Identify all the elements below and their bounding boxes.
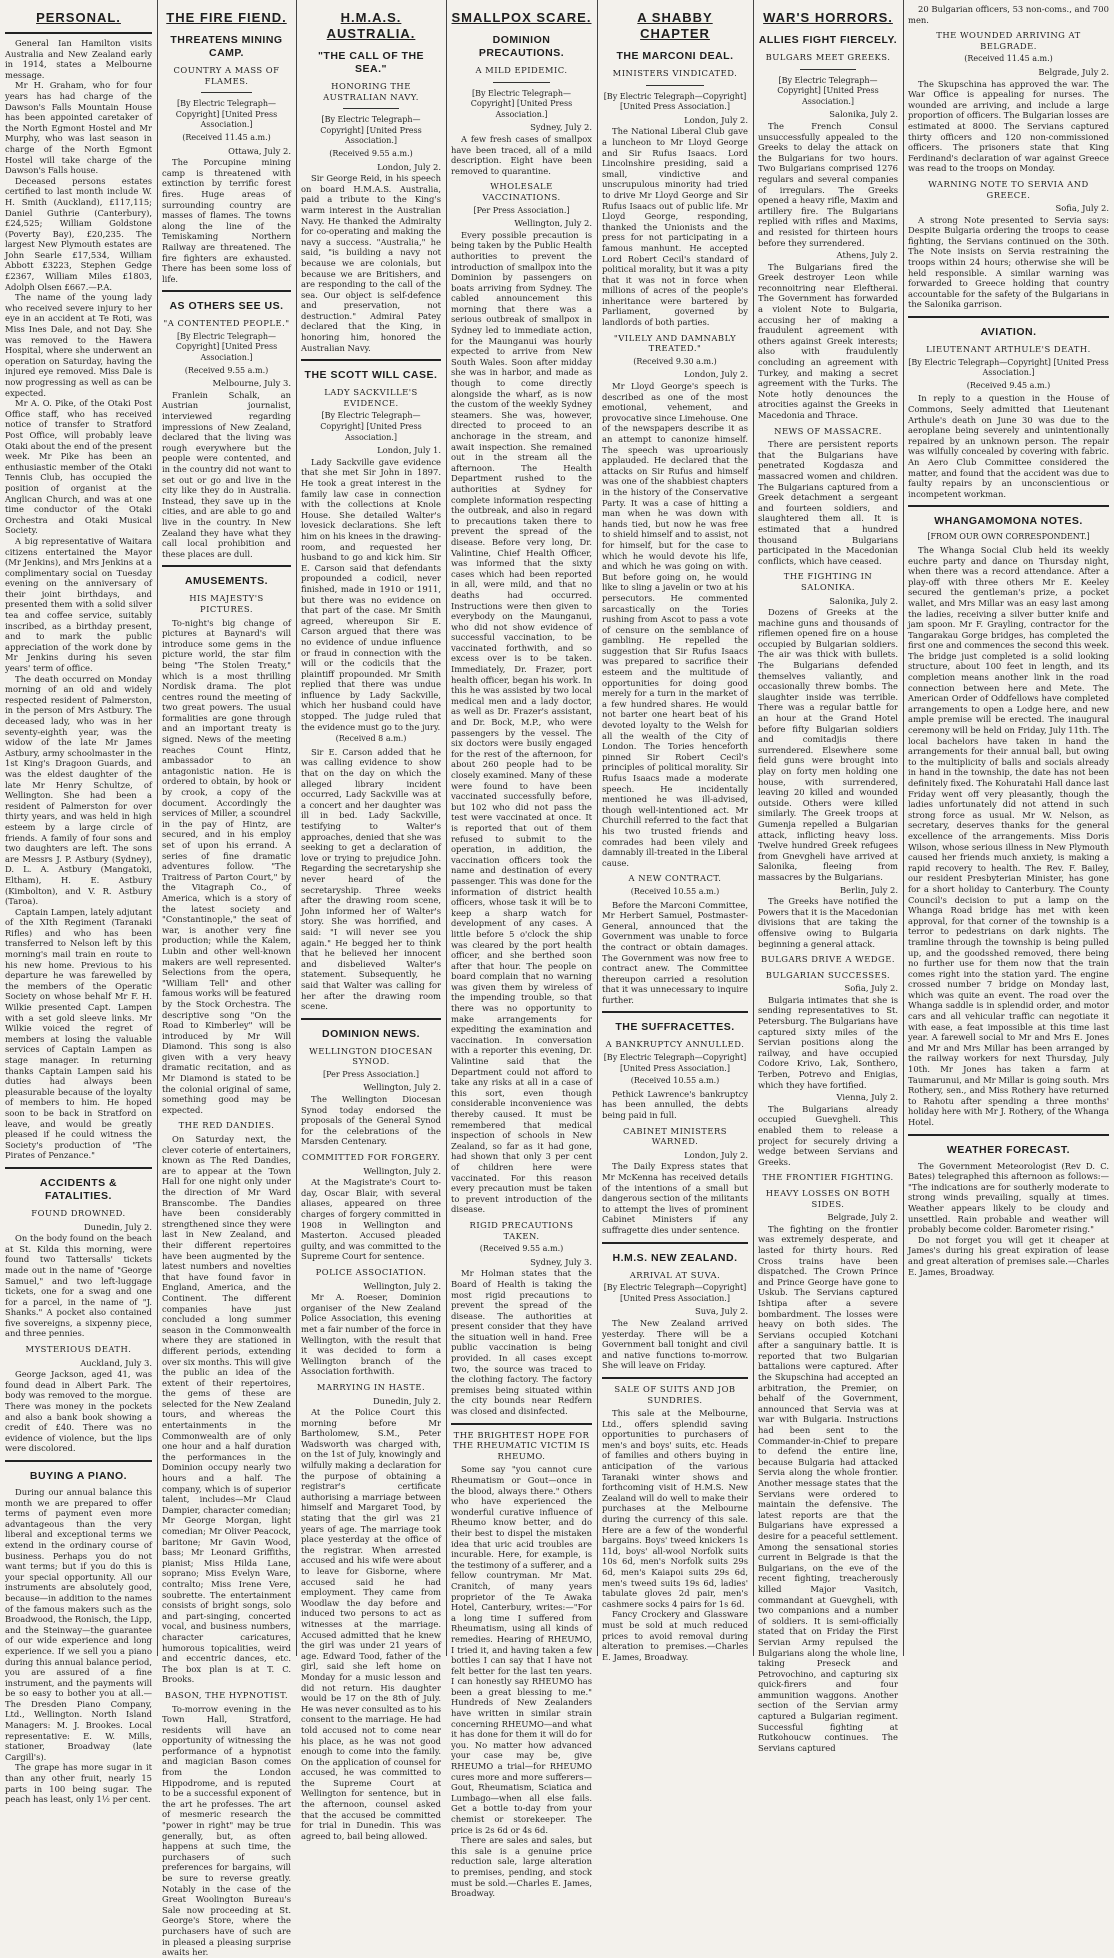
divider: [908, 1134, 1109, 1136]
paragraph: Franlein Schalk, an Austrian journalist, interviewed regarding impressions of New Zealand, declared that the living was rough everywhere but the people were contented, and in the country did not want to set out or go and live in the city like they do in Australia. Instead, they save up in the cities, and are able to go and live in the country. In New Zealand they have what they call local prohibition and these places are dull.: [162, 389, 291, 559]
paragraph: The Bulgarians already occupied Guevgheli. This enabled them to release a project for securely driving a wedge between Servians and Greeks.: [758, 1103, 898, 1167]
paragraph: George Jackson, aged 41, was found dead in Albert Park. The body was removed to the morgue. There was money in the pockets and also a bank book showing a credit of £40. There was no evidence of violence, but the lips were discolored.: [5, 1369, 152, 1454]
divider: [451, 1423, 592, 1425]
subheading: CABINET MINISTERS WARNED.: [622, 1125, 728, 1147]
dateline: Sydney, July 2.: [530, 122, 592, 133]
divider: [602, 1011, 748, 1013]
dateline: Suva, July 2.: [695, 1306, 748, 1317]
wire-credit: [By Electric Telegraph—Copyright] [United Press Association.]: [320, 115, 422, 146]
subheading: BULGARIAN SUCCESSES.: [765, 969, 891, 980]
wire-credit: [Per Press Association.]: [323, 1069, 419, 1079]
paragraph: Fancy Crockery and Glassware must be sold at much reduced prices to avoid removal during alteration to premises.—Charles E. James, Broadway.: [602, 1609, 748, 1662]
wire-credit: [By Electric Telegraph—Copyright] [United Press Association.]: [603, 1283, 747, 1303]
subheading: A MILD EPIDEMIC.: [475, 65, 568, 75]
paragraph: The death occurred on Monday morning of an old and widely respected resident of Palmerston, in the person of Mrs Astbury. The deceased lady, who was in her seventy-eighth year, was the widow of the late Mr James Astbury, army schoolmaster in the 1st King's Dragoon Guards, and was the eldest daughter of the late Mr Henry Schultze, of Wellington. She had been a resident of Palmerston for over thirty years, and was held in high esteem by a large circle of friends. A family of four sons and two daughters are left. The sons are Messrs J. P. Astbury (Sydney), D. L. A. Astbury (Mangatoki, Eltham), H. E. Astbury (Kimbolton), and V. R. Astbury (Taroa).: [5, 673, 152, 907]
divider: [602, 1377, 748, 1379]
section-heading: THE SCOTT WILL CASE.: [304, 369, 438, 382]
section-heading: THE SUFFRACETTES.: [615, 1021, 735, 1034]
paragraph: General Ian Hamilton visits Australia and New Zealand early in 1914, states a Melbourne message.: [5, 38, 152, 80]
paragraph: At the Police Court this morning before Mr Bartholomew, S.M., Peter Wadsworth was charged with, on the 1st of July, knowingly and wilfully making a declaration for the purpose of obtaining a registrar's certificate authorising a marriage between himself and Margaret Tood, by stating that the girl was 21 years of age. The marriage took place yesterday at the office of the registrar. When arrested accused and his wife were about to leave for Gisborne, where accused said he had employment. They came from Woodlaw the day before and induced two persons to act as witnesses at the marriage. Accused admitted that he knew the girl was under 21 years of age. Edward Tood, father of the girl, said she left home on Monday for a music lesson and did not return. His daughter would be 17 on the 8th of July. He was never consulted as to his consent to the marriage. He had told accused not to come near his place, as he was not good enough to come into the family. On the application of counsel for accused, he was committed to the Supreme Court at Wellington for sentence, but in the afternoon, counsel asked that the accused be committed for trial in Dunedin. This was agreed to, bail being allowed.: [301, 1407, 441, 1841]
subheading: MINISTERS VINDICATED.: [612, 68, 738, 78]
dateline: Sydney, July 3.: [530, 1256, 592, 1267]
paragraph: On Saturday next, the clever coterie of entertainers, known as The Red Dandies, are to appear at the Town Hall for one night only under the direction of Mr Ward Branscombe. The Dandies have been considerably strengthened since they were last in New Zealand, and their different repertoires have been augmented by the latest numbers and novelties that have found favor in England, America, and the Continent. The different companies have just concluded a long summer season in the Commonwealth where they are stationed in different periods, extending over six months. This will give the public an idea of the extent of their repertoires, the gems of these are selected for the New Zealand tours, and whereas the entertainments in the Commonwealth are of only one hour and a half duration the performances in the Dominion occupy nearly two hours and a half. The company, which is of superior talent, includes—Mr Claud Dampier, character comedian; Mr George Morgan, light comedian; Mr Oliver Peacock, baritone; Mr Gavin Wood, bass; Mr Leonard Griffiths, pianist; Miss Hilda Lane, soprano; Miss Evelyn Ware, contralto; Miss Irene Vere, soubrette. The entertainment consists of bright songs, solo and part-singing, concerted vocal, and business numbers, character caricatures, humorous topicalities, weird and eccentric dances, etc. The box plan is at T. C. Brooks.: [162, 1134, 291, 1685]
divider: [493, 82, 549, 83]
paragraph: Mr H. Graham, who for four years has had charge of the Dawson's Falls Mountain House has been appointed caretaker of the North Egmont Hostel and Mr Murphy, who was last season in charge of the North Egmont Hostel will take charge of the Dawson's Falls house.: [5, 80, 152, 176]
paragraph: At the Magistrate's Court to-day, Oscar Blair, with several aliases, appeared on three charges of forgery committed in 1908 in Wellington and Masterton. Accused pleaded guilty, and was committed to the Supreme Court for sentence.: [301, 1177, 441, 1262]
wire-credit: [By Electric Telegraph—Copyright] [United Press Association.]: [175, 99, 278, 130]
divider: [646, 85, 704, 86]
section-heading: H.M.S. NEW ZEALAND.: [612, 1251, 738, 1264]
paragraph: Pethick Lawrence's bankruptcy has been annulled, the debts being paid in full.: [602, 1088, 748, 1121]
divider: [5, 1460, 152, 1462]
subheading: THE MARCONI DEAL.: [616, 50, 734, 62]
dateline: Athens, July 2.: [836, 250, 898, 261]
paragraph: 20 Bulgarian officers, 53 non-coms., and 700 men.: [908, 4, 1109, 25]
paragraph: Bulgaria intimates that she is sending representatives to St. Petersburg. The Bulgarians have captured sixty miles of the Servian positions along the railway, and have occupied Codore Krivo, Lak, Sonthero, Terben, Potrevo and Enigias, which they have fortified.: [758, 994, 898, 1090]
wire-credit: [Per Press Association.]: [473, 205, 570, 215]
wire-credit: [By Electric Telegraph—Copyright] [United Press Association.]: [908, 357, 1109, 378]
divider: [301, 1018, 441, 1020]
paragraph: Mr Lloyd George's speech is described as one of the most emotional, vehement, and provocative since Limehouse. One of the newspapers describe it as an attempt to canonize himself. The speech was uproariously applauded. He declared that the attacks on Sir Rufus and himself was one of the shabbiest chapters in the history of the Conservative Party. It was a case of hitting a man when he was down with hands tied, but now he was free to shield himself and to assist, not for himself, but for the case to which he would devote his life, and which he was going on with. But before going on, he would like to sling a javelin or two at his persecutors. He commented sarcastically on the Tories rushing from Ascot to pass a vote of censure on the semblance of gambling. He repelled the suggestion that Sir Rufus Isaacs was prepared to sacrifice their esteem and the multitude of opportunities for doing good merely for a turn in the market of a few hundred shares. He would not barter one heart beat of his devoted loyalty to the Welsh for all the wealth of the City of London. The Tories henceforth pinned Sir Robert Cecil's principles of political morality. Sir Rufus Isaacs made a moderate speech. He incidentally mentioned he was ill-advised, though well-intentioned act. Mr Churchill referred to the fact that his two trusted friends and comrades had been vilely and damnably ill-treated in the Liberal cause.: [602, 381, 748, 868]
dateline: Wellington, July 2.: [363, 1280, 441, 1291]
dateline: Sofia, July 2.: [844, 983, 898, 994]
paragraph: This sale at the Melbourne, Ltd., offers splendid saving opportunities to purchasers of men's and boys' suits, etc. Heads of families and others buying in anticipation of the various Taranaki winter shows and forthcoming visit of H.M.S. New Zealand will do well to make their purchases at the Melbourne during the currency of this sale. Here are a few of the wonderful bargains. Boys' tweed knickers 1s 11d, boys' all-wool Norfolk suits 10s 6d, men's Norfolk suits 29s 6d, men's Kaiapoi suits 29s 6d, men's tweed suits 19s 6d, ladies' tabulate gloves 2d pair, men's cashmere socks 4 pairs for 1s 6d.: [602, 1408, 748, 1609]
paragraph: Do not forget you will get it cheaper at James's during his great expiration of lease and great alteration of premises sale.—Charles E. James, Broadway.: [908, 1234, 1109, 1277]
paragraph: Before the Marconi Committee, Mr Herbert Samuel, Postmaster-General, announced that the Government was unable to force the contract or obtain damages. The Government was now free to contract anew. The Committee thereupon carried a resolution that it was unnecessary to inquire further.: [602, 899, 748, 1005]
dateline: Wellington, July 2.: [514, 218, 592, 229]
received-time: (Received 9.55 a.m.): [479, 1244, 564, 1254]
subheading: WHOLESALE VACCINATIONS.: [482, 181, 561, 202]
dateline: Vienna, July 2.: [836, 1092, 898, 1103]
paragraph: The Whanga Social Club held its weekly euchre party and dance on Thursday night, when there was a record attendance. After a play-off with three others Mr E. Keeley secured the gentleman's prize, a pocket wallet, and Mrs Millar was an easy last among the ladies, receiving a silver butter knife and jam spoon. Mr F. Grayling, contractor for the Tangarakau Gorge bridges, has completed the first one and commences the second this week. The bridge just completed is a solid looking structure, about 100 feet in length, and its completion means another link in the road connection between here and Mete. The American Order of Oddfellows have completed arrangements to open a Lodge here, and new ample premise will be erected. The inaugural ceremony will be held on Friday, July 11th. The local bachelors have taken in hand the arrangements for their annual ball, but owing to the multiplicity of balls and socials already in hand in the township, the date has not been definitely fixed. The Kohuratahi Hall dance last Friday went off very pleasantly, though the ladies unfortunately did not attend in such strong force as usual. Mr W. Nelson, as secretary, deserves thanks for the general excellence of the arrangements. Miss Doris Wilson, whose serious illness in New Plymouth caused her friends much anxiety, is making a rapid recovery to health. The Rev. F. Bailey, our resident Presbyterian Minister, has gone for a short holiday to Canterbury. The County Council's decision to put a lamp on the Whanga Road bridge has met with keen approval, for that corner of the township is a terror to pedestrians on dark nights. The tramline through the township is being pulled up, and the goodsshed removed, there being no further use for them now that the train comes right into the station yard. The engine crossed number 7 bridge on Monday last, which was quite an event. The road over the Whanga saddle is in splendid order, and motor cars and all vehicular traffic can negotiate it with ease, a feat impossible at this time last year. A farewell social to Mr and Mrs E. Jones and Mr and Mrs Millar has been arranged by the railway workers for next Thursday, July 10th. Mr Jones has taken a farm at Taumarunui, and Mr Millar is going south. Mrs Rothery, sen., and Miss Rothery have returned to Rahotu after spending a three months' holiday here with Mr J. Rothery, of the Whanga Hotel.: [908, 544, 1109, 1127]
subheading: ALLIES FIGHT FIERCELY.: [758, 34, 898, 46]
section-heading: AMUSEMENTS.: [184, 575, 269, 588]
section-heading: WHANGAMOMONA NOTES.: [934, 515, 1083, 528]
paragraph: There are sales and sales, but this sale is a genuine price reduction sale, large alteration to premises, pending, and stock must be sold.—Charles E. James, Broadway.: [451, 1835, 592, 1899]
paragraph: To-morrow evening in the Town Hall, Stratford, residents will have an opportunity of witnessing the performance of a hypnotist and magician Bason comes from the London Hippodrome, and is reputed to be a successful exponent of the art he professes. The art of mesmeric research the "power in right" may be true generally, but, as often happens at such time, the purchasers of such preferences for bargains, will be sure to reverse greatly. Notably in the case of the Great Woolington Bureau's Sale now proceeding at St. George's Store, where the purchasers have of such are in pleased a pleasing surprise awaits her.: [162, 1703, 291, 1958]
wire-credit: [By Electric Telegraph—Copyright] [United Press Association.]: [175, 331, 278, 363]
dateline: London, July 2.: [377, 161, 441, 172]
paragraph: In reply to a question in the House of Commons, Seely admitted that Lieutenant Arthule's death on June 30 was due to the aeroplane being severely and unintentionally repaired by an unknown person. The repair was wilfully concealed by covering with fabric. An Aero Club Committee considered the matter, and found that the accident was due to faulty repairs by an unconscientious or incompetent workman.: [908, 393, 1109, 499]
paragraph: The fighting on the frontier was extremely desperate, and lasted for thirty hours. Red Cross trains have been dispatched. The Crown Prince and Prince George have gone to Uskub. The Servians captured Ishtipa after a severe bombardment. The losses were heavy on both sides. The Servians occupied Kotchani after a sanguinary battle. It is reported that two Bulgarian battalions were captured. After the Skupschina had accepted an arbitration, the Premier, on behalf of the Government, announced that Servia was at war with Bulgaria. Instructions had been sent to the Commander-in-Chief to prepare to defend the entire line, because Bulgaria had attacked Servia along the whole frontier. Another message states that the Servians were ordered to maintain the defensive. The latest reports are that the Bulgarians have expressed a desire for a peaceful settlement. Among the sensational stories current in Belgrade is that the Bulgarians, on the eve of the recent fighting, treacherously killed Major Vasitch, commandant at Guevgheli, with two companions and a number of soldiers. It is semi-officially stated that on Friday the First Servian Army repulsed the Bulgarians along the whole line, taking Preseck and Petrovochino, and capturing six quick-firers and four ammunition waggons. Another section of the Servian army captured a Bulgarian regiment. Successful fighting at Rutkohoucw continues. The Servians captured: [758, 1223, 898, 1753]
subheading: HIS MAJESTY'S PICTURES.: [189, 593, 264, 614]
column-australia: [296, 4, 446, 1841]
divider: [908, 316, 1109, 318]
subheading: COMMITTED FOR FORGERY.: [301, 1152, 441, 1163]
section-heading: A SHABBY CHAPTER: [637, 10, 713, 41]
subheading: NEWS OF MASSACRE.: [774, 425, 882, 436]
dateline: Wellington, July 2.: [363, 1165, 441, 1176]
received-time: (Received 8 a.m.): [335, 734, 407, 744]
subheading: SALE OF SUITS AND JOB SUNDRIES.: [614, 1383, 736, 1405]
subheading: BULGARS DRIVE A WEDGE.: [761, 954, 895, 965]
subheading: COUNTRY A MASS OF FLAMES.: [173, 65, 280, 86]
wire-credit: [By Electric Telegraph—Copyright] [United Press Association.]: [320, 411, 422, 442]
subheading: THE FIGHTING IN SALONIKA.: [783, 571, 873, 592]
paragraph: Mr A. O. Pike, of the Otaki Post Office staff, who has received notice of transfer to Stratford Post Office, will probably leave Otaki about the end of the present week. Mr Pike has been an enthusiastic member of the Otaki Tennis Club, has occupied the position of organist at the Anglican Church, and was at one time conductor of the Otaki Orchestra and Otaki Musical Society.: [5, 398, 152, 536]
section-heading: ACCIDENTS & FATALITIES.: [39, 1176, 118, 1202]
paragraph: The Daily Express states that Mr McKenna has received details of the intentions of a small but dangerous section of the militants to attempt the lives of prominent Cabinet Ministers if any suffragette dies under sentence.: [602, 1161, 748, 1235]
wire-credit: [By Electric Telegraph—Copyright] [United Press Association.]: [603, 91, 747, 112]
dateline: Ottawa, July 2.: [228, 145, 291, 156]
subheading: HEAVY LOSSES ON BOTH SIDES.: [765, 1187, 891, 1209]
column-personal: [0, 4, 157, 1805]
paragraph: The grape has more sugar in it than any other fruit, nearly 15 parts in 100 being sugar. The peach has least, only 1½ per cent.: [5, 1762, 152, 1805]
paragraph: During our annual balance this month we are prepared to offer terms of payment even more advantageous than the very liberal and exceptional terms we extend in the ordinary course of business. Perhaps you do not want terms; but if you do this is your special opportunity. All our instruments are absolutely good, because—in addition to the names of the famous makers such as the Broadwood, the Ronisch, the Lipp, and the Steinway—the guarantee of our wide experience and long experience. If we sell you a piano during this annual balance period, you are assured of a fine instrument, and the payments will be so easy to bother you at all.—The Dresden Piano Company, Ltd., Wellington. North Island Managers: M. J. Brookes. Local representative: E. W. Mills, stationer, Broadway (late Cargill's).: [5, 1487, 153, 1762]
dateline: Sofia, July 2.: [1055, 203, 1109, 214]
received-time: (Received 10.55 a.m.): [630, 1076, 720, 1086]
subheading: THE RED DANDIES.: [178, 1120, 275, 1131]
received-time: (Received 9.45 a.m.): [966, 380, 1051, 390]
subheading: THREATENS MINING CAMP.: [170, 34, 283, 59]
section-heading: WEATHER FORECAST.: [946, 1143, 1071, 1156]
subheading: BULGARS MEET GREEKS.: [765, 52, 891, 62]
subheading: LIEUTENANT ARTHULE'S DEATH.: [926, 344, 1091, 355]
paragraph: The National Liberal Club gave a luncheon to Mr Lloyd George and Sir Rufus Isaacs. Lord Lincolnshire presiding, said a small, vindictive and unscrupulous minority had tried to drive Mr Lloyd George and Sir Rufus Isaacs out of public life. Mr Lloyd George, responding, thanked the Unionists and the press for not participating in a famous manhunt. He accepted Lord Robert Cecil's standard of political morality, but it was a pity that it was not in force when millions of acres of the people's inheritance were bartered by Parliament, governed by landlords of both parties.: [602, 126, 748, 328]
subheading: A BANKRUPTCY ANNULLED.: [605, 1039, 745, 1050]
dateline: Melbourne, July 3.: [212, 378, 291, 389]
subheading: "A CONTENTED PEOPLE.": [163, 318, 290, 329]
correspondent-credit: [FROM OUR OWN CORRESPONDENT.]: [927, 532, 1090, 542]
subheading: ARRIVAL AT SUVA.: [629, 1269, 721, 1280]
section-heading: H.M.A.S. AUSTRALIA.: [326, 10, 416, 41]
paragraph: Some say "you cannot cure Rheumatism or Gout—once in the blood, always there." Others who have experienced the wonderful curative influence of Rheumo know better, and do their best to dispel the mistaken idea that uric acid troubles are incurable. Here, for example, is the testimony of a sufferer, and a fellow countryman. Mr Mat. Cranitch, of many years proprietor of the Te Awaka Hotel, Canterbury, writes:—"For a long time I suffered from Rheumatism, using all kinds of remedies. Hearing of RHEUMO, I tried it, and having taken a few bottles I can say that I have not felt better for the last ten years. I can honestly say RHEUMO has been a great blessing to me." Hundreds of New Zealanders have written in similar strain concerning RHEUMO—and what it has done for them it will do for you. No matter how advanced your case may be, give RHEUMO a trial—for RHEUMO cures more and more sufferers—Gout, Rheumatism, Sciatica and Lumbago—when all else fails. Get a bottle to-day from your chemist or storekeeper. The price is 2s 6d or 4s 6d.: [451, 1464, 592, 1835]
paragraph: The name of the young lady who received severe injury to her eye in an accident at Te Roti, was Miss Ines Dale, and not Day. She was removed to the Hawera Hospital, where she underwent an operation on Saturday, having the injured eye removed. Miss Dale is now progressing as well as can be expected.: [5, 292, 152, 398]
received-time: (Received 11.45 a.m.): [182, 132, 271, 142]
dateline: Salonika, July 2.: [829, 109, 898, 120]
dateline: Wellington, July 2.: [363, 1082, 441, 1093]
divider: [800, 69, 856, 70]
section-heading: AVIATION.: [980, 326, 1037, 339]
subheading: THE FRONTIER FIGHTING.: [762, 1172, 894, 1183]
paragraph: The Porcupine mining camp is threatened with extinction by terrific forest fires. Huge areas of surrounding country are masses of flames. The towns along the line of the Temiskaming Northern Railway are threatened. The fire fighters are exhausted. There has been some loss of life.: [162, 157, 291, 284]
column-fire-fiend: [157, 4, 296, 1958]
paragraph: A few fresh cases of smallpox have been traced, all of a mild description. Eight have been removed to quarantine.: [451, 133, 592, 176]
column-shabby-chapter: [597, 4, 753, 1662]
subheading: THE WOUNDED ARRIVING AT BELGRADE.: [936, 30, 1081, 51]
received-time: (Received 11.45 a.m.): [964, 54, 1053, 64]
paragraph: The Skupschina has approved the war. The War Office is appealing for nurses. The wounded are arriving, and include a large proportion of officers. The Bulgarian losses are estimated at 8000. The Servians captured thirty officers and 120 non-commissioned officers. The prisoners state that King Ferdinand's declaration of war against Greece was read to the troops on Monday.: [908, 78, 1109, 174]
dateline: Berlin, July 2.: [839, 884, 898, 895]
divider: [301, 359, 441, 361]
wire-credit: [By Electric Telegraph—Copyright] [United Press Association.]: [603, 1053, 747, 1073]
paragraph: The Wellington Diocesan Synod today endorsed the proposals of the General Synod for the celebrations of the Marsden Centenary.: [301, 1094, 441, 1147]
dateline: London, July 2.: [684, 114, 748, 125]
paragraph: The Bulgarians fired the Greek destroyer Leon while reconnoitring near Eleftherai. The Government has forwarded a violent Note to Bulgaria, accusing her of making a fraudulent agreement with others against Greek interests; also with fraudulently concluding an agreement with Turkey, and making a secret agreement with the Turks. The Note hotly denounces the atrocities against the Greeks in Macedonia and Thrace.: [758, 261, 898, 420]
received-time: (Received 10.55 a.m.): [630, 886, 720, 896]
wire-credit: [By Electric Telegraph—Copyright] [United Press Association.]: [777, 75, 879, 106]
subheading: BASON, THE HYPNOTIST.: [164, 1689, 289, 1700]
paragraph: On the body found on the beach at St. Kilda this morning, were found two Tattersalls' tickets made out in the name of "George Samuel," and two left-luggage tickets, one for a swag and one for a parcel, in the name of "J. Shanks." A pocket also contained five sovereigns, a sixpenny piece, and three pennies.: [5, 1233, 152, 1339]
dateline: Belgrade, July 2.: [827, 1212, 898, 1223]
subheading: "THE CALL OF THE SEA.": [317, 50, 425, 75]
paragraph: A strong Note presented to Servia says: Despite Bulgaria ordering the troops to cease fighting, the Servians continued on the 30th. The Note insists on Servia restraining the troops within 24 hours; otherwise she will be held responsible. A similar warning was forwarded to Greece holding that country accountable for the safety of the Bulgarians in the Salonika garrison.: [908, 214, 1109, 310]
subheading: "VILELY AND DAMNABLY TREATED.": [613, 332, 737, 354]
subheading: POLICE ASSOCIATION.: [315, 1266, 427, 1277]
paragraph: The French Consul unsuccessfully appealed to the Greeks to delay the attack on the Bulgarians for two hours. Two Bulgarians comprised 1276 regulars and several companies of irregulars. The Greeks opened a heavy rifle, Maxim and artillery fire. The Bulgarians replied with rifles and Maxims, and resisted for thirteen hours before they surrendered.: [758, 120, 898, 248]
column-wars-horrors: [753, 4, 903, 1753]
paragraph: There are persistent reports that the Bulgarians have penetrated Kogdasza and massacred women and children. The Bulgarians captured from a Greek detachment a sergeant and fourteen soldiers, and slaughtered them all. It is estimated that a hundred thousand Bulgarians participated in the Macedonian conflicts, which have ceased.: [758, 439, 898, 566]
dateline: Belgrade, July 2.: [1038, 66, 1109, 77]
dateline: London, July 1.: [377, 445, 441, 456]
divider: [201, 92, 253, 93]
divider: [5, 1167, 152, 1169]
divider: [162, 290, 291, 292]
section-heading: THE FIRE FIEND.: [166, 10, 287, 25]
section-heading: WAR'S HORRORS.: [763, 10, 893, 25]
paragraph: The Greeks have notified the Powers that it is the Macedonian divisions that are taking the offensive owing to Bulgaria beginning a general attack.: [758, 896, 899, 949]
paragraph: Mr Holman states that the Board of Health is taking the most rigid precautions to prevent the spread of the disease. The authorities at present consider that they have the situation well in hand. Free public vaccination is being provided. In all cases except two, the source was traced to the clothing factory. The factory premises being situated within the city bounds near Redfern was closed and disinfected.: [451, 1268, 592, 1417]
section-heading: AS OTHERS SEE US.: [169, 300, 284, 313]
subheading: THE BRIGHTEST HOPE FOR THE RHEUMATIC VICTIM IS RHEUMO.: [452, 1429, 591, 1461]
section-heading: PERSONAL.: [36, 10, 121, 25]
subheading: LADY SACKVILLE'S EVIDENCE.: [324, 387, 418, 408]
paragraph: The Government Meteorologist (Rev D. C. Bates) telegraphed this afternoon as follows:— "The indications are for southerly moderate to strong winds prevailing, squally at times. Weather appears likely to be cloudy and unsettled. Rain probable and weather will probably become colder. Barometer rising.": [908, 1160, 1109, 1235]
section-heading: SMALLPOX SCARE.: [451, 10, 592, 25]
divider: [162, 565, 291, 567]
paragraph: To-night's big change of pictures at Baynard's will introduce some gems in the picture world, the star film being "The Stolen Treaty," which is a most thrilling Nordisk drama. The plot centres round the meeting of two great powers. The usual formalities are gone through and an important treaty is signed. News of the meeting reaches Count Hintz, ambassador to an antagonistic nation. He is ordered to obtain, by hook or by crook, a copy of the document. Accordingly the services of Miller, a scoundrel in the pay of Hintz, are secured, and in his employ set of upon his errand. A series of fine dramatic adventures follow. "The Traitress of Parton Court," by the Vitagraph Co., of America, which is a story of the latest society and "Constantinople," the seat of war, is another very fine production; while the Kalem, Lubin and other well-known makers are well represented. Selections from the opera, "William Tell" and other famous works will be featured by the Stock Orchestra. The descriptive song "On the Road to Kimberley" will be introduced by Mr Will Diamond. This song is also given with a very heavy dramatic recitation, and as Mr Diamond is stated to be the colonial original of same, something good may be expected.: [162, 617, 291, 1115]
paragraph: Dozens of Greeks at the machine guns and thousands of riflemen opened fire on a house occupied by Bulgarian soldiers. The air was thick with bullets. The Bulgarians defended themselves valiantly, and occasionally threw bombs. The slaughter inside was terrible. There was a regular battle for an hour at the Grand Hotel before fifty Bulgarian soldiers and comitadjis there surrendered. Elsewhere some field guns were brought into play on forty men holding one house, with surrendered, leaving 20 killed and wounded outside. Others were killed similarly. The Greek troops at Gumenja repelled a Bulgarian attack, inflicting heavy loss. Twelve hundred Greek refugees from Gnevgheli have arrived at Salonika, fleeing from massacres by the Bulgarians.: [758, 607, 898, 882]
section-heading: BUYING A PIANO.: [29, 1470, 128, 1482]
paragraph: The New Zealand arrived yesterday. There will be a Government ball tonight and civil and native functions to-morrow. She will leave on Friday.: [602, 1317, 748, 1371]
dateline: Dunedin, July 2.: [83, 1221, 152, 1232]
section-heading: DOMINION NEWS.: [322, 1027, 420, 1040]
paragraph: Lady Sackville gave evidence that she met Sir John in 1897. He took a great interest in the family law case in connection with the collections at Knole House. She detailed Walter's lovesick declarations. She left him on his knees in the drawing-room, and requested her husband to go and kick him. Sir E. Carson said that defendants propounded a codicil, never finished, made in 1910 or 1911, but there was no evidence on that part of the case. Mr Smith agreed, whereupon Sir E. Carson argued that there was no evidence of undue influence or fraud in connection with the will or the codicils that the plaintiff propounded. Mr Smith replied that there was undue influence by Lady Sackville, which her husband could have stopped. The judge ruled that the evidence must go to the jury.: [301, 456, 441, 732]
wire-credit: [By Electric Telegraph—Copyright] [United Press Association.]: [470, 88, 573, 119]
divider: [602, 1242, 748, 1244]
dateline: London, July 2.: [684, 369, 748, 380]
subheading: DOMINION PRECAUTIONS.: [478, 34, 565, 59]
divider: [908, 505, 1109, 507]
paragraph: Captain Lampen, lately adjutant of the XIth Regiment (Taranaki Rifles) and who has been transferred to Nelson left by this morning's mail train en route to his new home. Previous to his departure he was farewelled by the members of the Operatic Society on whose behalf Mr F. H. Wilkie presented Capt. Lampen with a set gold sleeve links. Mr Wilkie voiced the regret of members at losing the valuable services of Captain Lampen as stage manager. In returning thanks Captain Lampen said his duties had always been pleasurable because of the loyalty of members to him. He hoped soon to be back in Stratford on leave, and would be greatly pleased if he could witness the Society's production of "The Pirates of Penzance.": [5, 906, 152, 1161]
subheading: WELLINGTON DIOCESAN SYNOD.: [309, 1045, 433, 1067]
paragraph: Mr A. Roeser, Dominion organiser of the New Zealand Police Association, this evening met a fair number of the force in Wellington, with the result that it was decided to form a Wellington branch of the Association forthwith.: [301, 1292, 441, 1377]
subheading: FOUND DROWNED.: [31, 1207, 126, 1218]
column-aviation-weather: [903, 4, 1114, 1652]
subheading: HONORING THE AUSTRALIAN NAVY.: [323, 81, 419, 102]
paragraph: Sir George Reid, in his speech on board H.M.A.S. Australia, paid a tribute to the King's warm interest in the Australian Navy. He thanked the Admiralty for co-operating and making the navy a success. "Australia," he said, "is building a navy not because we are colonials, but because we are Britishers, and are responding to the call of the sea. Our object is self-defence and preservation, not destruction." Admiral Patey declared that the King, in honoring him, honored the Australian Navy.: [301, 173, 441, 353]
paragraph: Sir E. Carson added that he was calling evidence to show that on the day on which the alleged library incident occurred, Lady Sackville was at a concert and her daughter was ill in bed. Lady Sackville, testifying to Walter's approaches, denied that she was seeking to get a declaration of love or trying to prejudice John. Regarding the secretaryship she never heard of the secretaryship. Three weeks after the drawing room scene, John informed her of Walter's story. She was horrified, and said: "I will never see you again." He begged her to think that he believed her innocent and disbelieved Walter's statement. Subsequently, he said that Walter was calling for her after the drawing room scene.: [301, 746, 441, 1012]
subheading: RIGID PRECAUTIONS TAKEN.: [469, 1219, 574, 1241]
dateline: Salonika, July 2.: [829, 595, 898, 606]
dateline: Auckland, July 3.: [80, 1357, 152, 1368]
divider: [343, 108, 399, 109]
dateline: Dunedin, July 2.: [372, 1395, 441, 1406]
subheading: A NEW CONTRACT.: [628, 873, 722, 884]
column-smallpox: [446, 4, 597, 1899]
dateline: London, July 2.: [684, 1149, 748, 1160]
received-time: (Received 9.55 a.m.): [329, 148, 413, 158]
received-time: (Received 9.55 a.m.): [184, 365, 269, 375]
received-time: (Received 9.30 a.m.): [633, 356, 717, 366]
subheading: WARNING NOTE TO SERVIA AND GREECE.: [928, 178, 1089, 200]
paragraph: A big representative of Waitara citizens entertained the Mayor (Mr Jenkins), and Mrs Jenkins at a complimentary social on Tuesday evening on the anniversary of their joint birthdays, and presented them with a solid silver tea and coffee service, suitably inscribed, as a birthday present, and to mark the public appreciation of the work done by Mr Jenkins during his seven years' term of office.: [5, 535, 152, 674]
subheading: MARRYING IN HASTE.: [316, 1381, 426, 1392]
paragraph: Every possible precaution is being taken by the Public Health authorities to prevent the introduction of smallpox into the Dominion by passengers on boats arriving from Sydney. The cabled announcement this morning that there was a serious outbreak of smallpox in Sydney led to immediate action, for the Maunganui was hourly expected to arrive from New South Wales. Soon after midday she was in harbor, and made as though to come directly alongside the wharf, as is now the custom of the weekly Sydney steamers. She was, however, directed to proceed to an anchorage in the stream, and await inspection. She remained out in the stream all the afternoon. The Health Department rushed to the authorities at Sydney for complete information respecting the outbreak, and also in regard to precautions taken there to prevent the spread of the disease. Before very long, Dr. Valintine, Chief Health Officer, was informed that the sixty cases which had been reported in all, were mild, and that no deaths had occurred. Instructions were then given to everybody on the Maunganui, who did not show evidence of successful vaccination, to be vaccinated forthwith, and so excess over is to be taken. Immediately, Dr. Frazer, port health officer, began his work. In this he was assisted by two local medical men and a lady doctor, as well as Dr. Frazer's assistant, and Dr. Bock, M.P., who were passengers by the vessel. The six doctors were busily engaged for the rest of the afternoon, for about 260 people had to be closely examined. Many of these were found to have been vaccinated successfully before, but 102 who did not pass the test were vaccinated at once. It is reported that out of them refused to submit to the operation, in addition, the vaccination officers took the name and destination of every passenger. This was done for the information of district health officers, whose task it will be to keep a sharp watch for development of any cases. A little before 5 o'clock the ship was cleared by the port health officer, and she berthed soon after that hour. The people on board complain that no warning was given them by wireless of the impending trouble, so that there was no opportunity to make arrangements for expediting the examination and vaccination. In conversation with a reporter this evening, Dr. Valintine said that the Department could not afford to take any risks at all in a case of this sort, even though considerable inconvenience was thereby caused. It must be remembered that medical inspection of schools in New Zealand, so far as it had gone, had shown that only 3 per cent of children here were vaccinated. For this reason every precaution must be taken to prevent introduction of the disease.: [451, 229, 592, 1215]
subheading: MYSTERIOUS DEATH.: [25, 1344, 132, 1355]
divider: [5, 32, 152, 34]
paragraph: Deceased persons estates certified to last month include W. H. Smith (Auckland), £117,115; Daniel Guthrie (Canterbury), £24,525; William Goldstone (Poverty Bay), £20,235. The largest New Plymouth estates are John Searle £17,534, William Abbott £3223, Stephen Gedge £2367, William Miles £1803, Adolph Olsen £667.—P.A.: [5, 175, 152, 292]
